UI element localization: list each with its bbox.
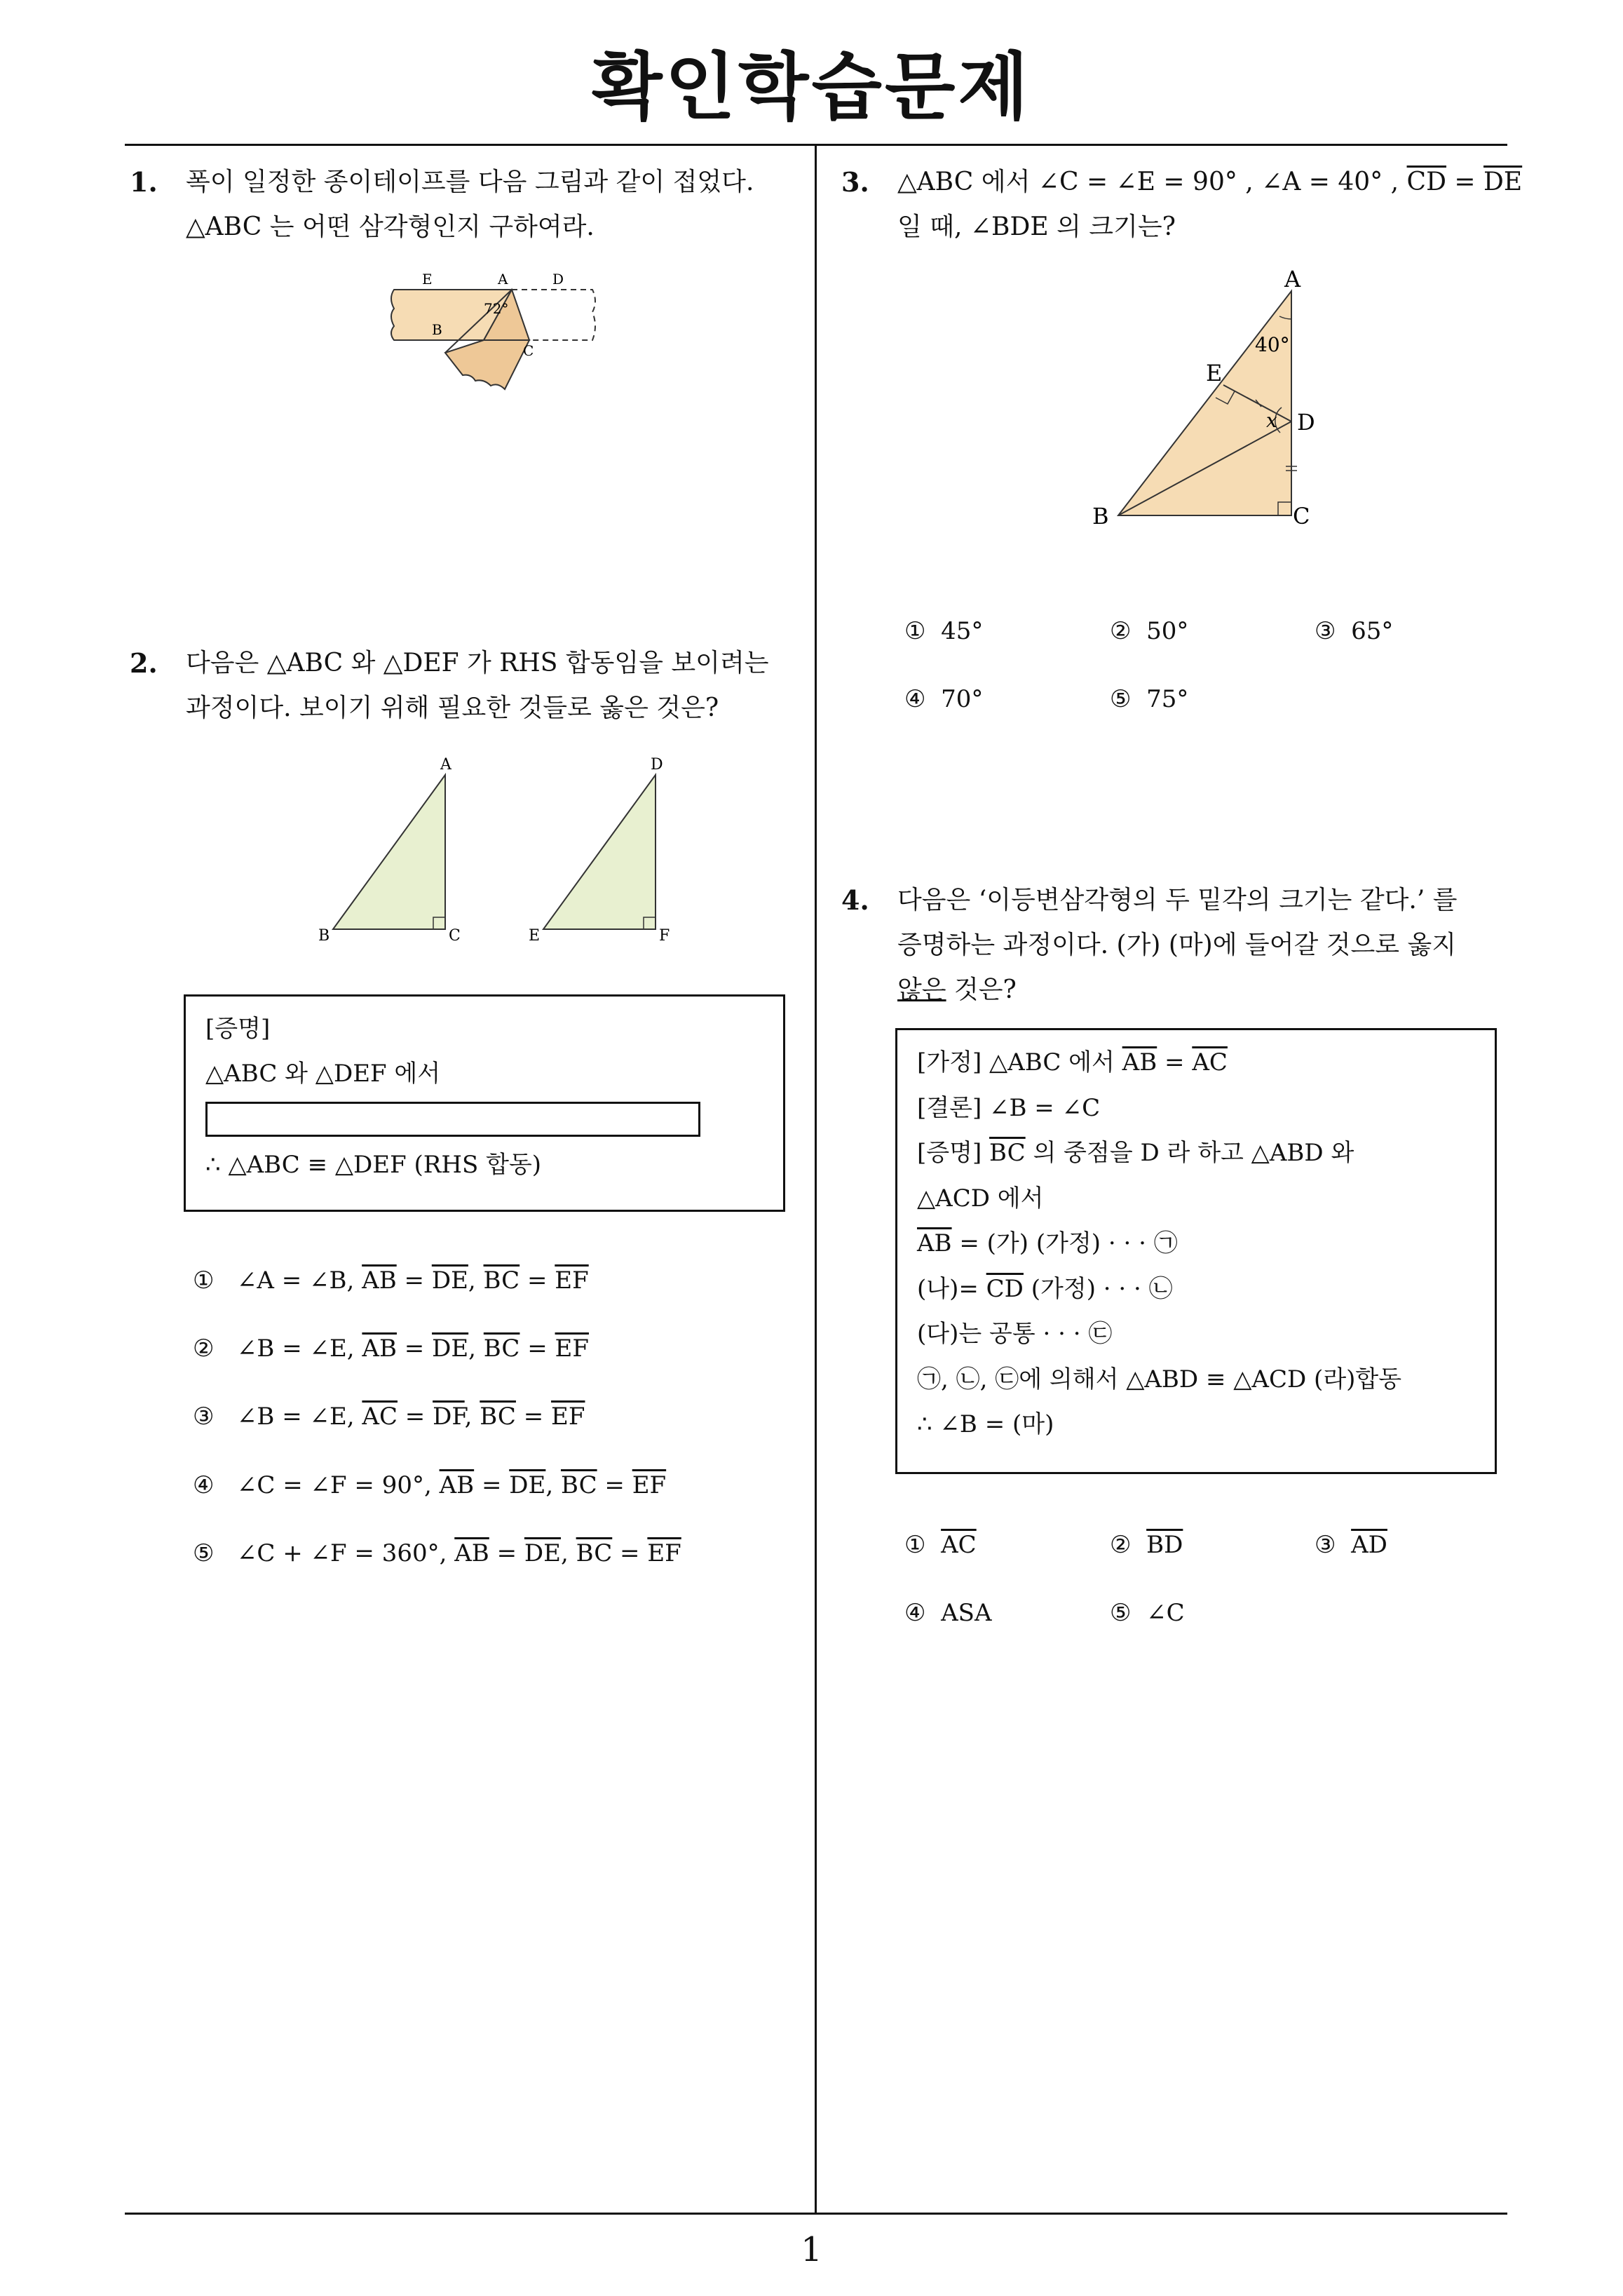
choice-3[interactable]: [1315, 1531, 1387, 1559]
fig-label-B: B: [1092, 503, 1109, 529]
question-1: [130, 160, 803, 250]
proof-box: [895, 1028, 1497, 1474]
choice-value: $\overline{AC}$: [941, 1531, 977, 1559]
segment: $\overline{AB}$: [439, 1471, 475, 1499]
fig-label-F: F: [659, 927, 670, 945]
text-part: [가정] △ABC 에서: [917, 1048, 1122, 1076]
question-line: 다음은 △ABC 와 △DEF 가 RHS 합동임을 보이려는: [186, 649, 769, 677]
choice-mark: ②: [1110, 1531, 1132, 1559]
conclusion-line: [결론] ∠B = ∠C: [917, 1093, 1101, 1122]
choice-text: =: [474, 1471, 510, 1499]
choice-3[interactable]: [193, 1403, 585, 1431]
segment: $\overline{AB}$: [454, 1539, 489, 1567]
choice-mark: ⑤: [193, 1539, 215, 1567]
fig-label-C: C: [1293, 503, 1310, 529]
segment: $\overline{AB}$: [917, 1229, 952, 1257]
choice-mark: ⑤: [1110, 685, 1132, 713]
proof-box: [184, 994, 785, 1212]
column-divider: [815, 144, 817, 2215]
question-line: 폭이 일정한 종이테이프를 다음 그림과 같이 접었다.: [186, 168, 754, 196]
question-number: 2.: [130, 647, 158, 679]
text-part: =: [1446, 168, 1484, 196]
choice-text: ,: [560, 1539, 576, 1567]
segment: $\overline{BC}$: [480, 1403, 516, 1431]
text-part: △ABC 에서 ∠C = ∠E = 90° , ∠A = 40° ,: [897, 168, 1407, 196]
choice-text: ,: [464, 1403, 480, 1431]
right-triangle-abc-figure: [1080, 270, 1346, 536]
segment: $\overline{AC}$: [1192, 1048, 1228, 1076]
segment: $\overline{AB}$: [362, 1335, 397, 1363]
question-number: 1.: [130, 166, 158, 198]
segment: $\overline{DE}$: [432, 1335, 469, 1363]
text-part: = (가) (가정) · · · ㉠: [951, 1229, 1178, 1257]
choice-2[interactable]: [1110, 1531, 1183, 1559]
choice-mark: ①: [193, 1267, 215, 1295]
proof-header: [증명]: [205, 1015, 271, 1043]
question-text: [186, 160, 803, 250]
choice-text: ,: [468, 1267, 484, 1295]
question-line: △ABC 는 어떤 삼각형인지 구하여라.: [186, 212, 595, 241]
choice-mark: ④: [904, 685, 926, 713]
segment: $\overline{AB}$: [1122, 1048, 1157, 1076]
proof-conclusion: ∴ △ABC ≡ △DEF (RHS 합동): [205, 1151, 542, 1179]
fig-label-E: E: [529, 927, 541, 945]
question-2: [130, 641, 803, 731]
fig-label-D: D: [651, 756, 663, 774]
fig-label-E: E: [1206, 360, 1223, 386]
choice-4[interactable]: [904, 685, 983, 713]
choice-value: 70°: [941, 685, 984, 713]
choice-5[interactable]: [193, 1539, 681, 1567]
segment: $\overline{AB}$: [362, 1267, 397, 1295]
segment: $\overline{EF}$: [555, 1335, 589, 1363]
choice-mark: ⑤: [1110, 1599, 1132, 1627]
choice-text: =: [515, 1403, 552, 1431]
proof-line: (다)는 공통 · · · ㉢: [917, 1320, 1113, 1348]
segment: $\overline{BC}$: [576, 1539, 613, 1567]
fig-label-B: B: [432, 321, 442, 338]
proof-line: ∴ ∠B = (마): [917, 1410, 1054, 1438]
choice-value: $\overline{BD}$: [1146, 1531, 1183, 1559]
segment: $\overline{DE}$: [509, 1471, 546, 1499]
text-part: (가정) · · · ㉡: [1023, 1274, 1173, 1303]
choice-value: $\overline{AD}$: [1351, 1531, 1387, 1559]
choice-2[interactable]: [1110, 617, 1188, 645]
choice-mark: ④: [904, 1599, 926, 1627]
choice-4[interactable]: [904, 1599, 992, 1627]
question-line: 과정이다. 보이기 위해 필요한 것들로 옳은 것은?: [186, 694, 719, 722]
proof-line: △ACD 에서: [917, 1184, 1044, 1213]
choice-text: ∠C + ∠F = 360°,: [236, 1539, 455, 1567]
question-4: [841, 878, 1528, 1013]
question-line: [897, 160, 1528, 205]
text-part: 것은?: [946, 975, 1017, 1004]
segment: $\overline{BC}$: [483, 1267, 520, 1295]
segment: $\overline{CD}$: [986, 1274, 1024, 1303]
question-text: [186, 641, 803, 731]
assumption-line: [917, 1040, 1475, 1086]
fig-angle: 72°: [484, 300, 509, 317]
text-part: [증명]: [917, 1139, 990, 1167]
choice-value: 65°: [1351, 617, 1394, 645]
choice-text: ∠B = ∠E,: [236, 1335, 362, 1363]
segment: $\overline{DE}$: [431, 1267, 468, 1295]
choice-3[interactable]: [1315, 617, 1393, 645]
question-number: 3.: [841, 166, 869, 198]
choice-text: ∠A = ∠B,: [236, 1267, 362, 1295]
segment: $\overline{BC}$: [483, 1335, 520, 1363]
choice-mark: ②: [1110, 617, 1132, 645]
choice-value: ∠C: [1146, 1599, 1185, 1627]
proof-line: [917, 1130, 1475, 1176]
question-text: [897, 160, 1528, 250]
fig-label-A: A: [440, 756, 451, 774]
choice-text: ∠B = ∠E,: [236, 1403, 362, 1431]
text-part: =: [1157, 1048, 1193, 1076]
proof-line: [917, 1267, 1475, 1312]
underlined-word: 않은: [897, 975, 946, 1004]
segment: $\overline{DF}$: [433, 1403, 465, 1431]
choice-1[interactable]: [904, 617, 983, 645]
two-right-triangles-figure: [308, 754, 701, 950]
text-part: (나)=: [917, 1274, 986, 1303]
fig-angle-x: x: [1266, 409, 1277, 432]
choice-value: 50°: [1146, 617, 1189, 645]
choice-text: ,: [468, 1335, 484, 1363]
segment: $\overline{DE}$: [524, 1539, 561, 1567]
choice-text: =: [597, 1471, 632, 1499]
choice-text: =: [520, 1335, 555, 1363]
choice-text: =: [396, 1335, 433, 1363]
question-line: 일 때, ∠BDE 의 크기는?: [897, 212, 1176, 241]
choice-4[interactable]: [193, 1471, 666, 1499]
question-text: [897, 878, 1528, 1013]
segment: $\overline{BC}$: [560, 1471, 597, 1499]
choice-1[interactable]: [904, 1531, 977, 1559]
fig-label-D: D: [1297, 409, 1315, 435]
question-line: 증명하는 과정이다. (가) (마)에 들어갈 것으로 옳지: [897, 931, 1457, 959]
fig-label-E: E: [422, 271, 433, 288]
fig-label-A: A: [498, 271, 508, 288]
choice-2[interactable]: [193, 1335, 589, 1363]
page-number: 1: [801, 2230, 822, 2269]
choice-mark: ③: [1315, 1531, 1336, 1559]
choice-text: ∠C = ∠F = 90°,: [236, 1471, 440, 1499]
choice-text: ,: [545, 1471, 561, 1499]
choice-value: 45°: [941, 617, 984, 645]
tape-fold-figure: [386, 270, 603, 396]
question-3: [841, 160, 1528, 250]
choice-1[interactable]: [193, 1267, 589, 1295]
fig-label-C: C: [449, 927, 461, 945]
segment: $\overline{AC}$: [362, 1403, 398, 1431]
bottom-rule: [125, 2213, 1507, 2215]
choice-value: 75°: [1146, 685, 1189, 713]
segment: $\overline{EF}$: [632, 1471, 667, 1499]
fig-label-D: D: [552, 271, 564, 288]
choice-text: =: [612, 1539, 648, 1567]
segment: $\overline{CD}$: [1406, 168, 1446, 196]
choice-text: =: [396, 1267, 432, 1295]
choice-mark: ③: [193, 1403, 215, 1431]
segment: $\overline{BC}$: [989, 1139, 1026, 1167]
segment: $\overline{EF}$: [647, 1539, 681, 1567]
segment: $\overline{DE}$: [1483, 168, 1523, 196]
choice-mark: ①: [904, 1531, 926, 1559]
choice-value: ASA: [941, 1599, 992, 1627]
question-number: 4.: [841, 884, 869, 916]
choice-mark: ③: [1315, 617, 1336, 645]
choice-mark: ①: [904, 617, 926, 645]
proof-line: [917, 1221, 1475, 1267]
page-title: 확인학습문제: [592, 44, 1031, 130]
fig-angle: 40°: [1255, 333, 1290, 356]
choice-5[interactable]: [1110, 1599, 1185, 1627]
fig-label-B: B: [318, 927, 330, 945]
choice-text: =: [520, 1267, 555, 1295]
proof-line: △ABC 와 △DEF 에서: [205, 1060, 441, 1088]
fig-label-A: A: [1284, 270, 1301, 292]
question-line: [897, 968, 1528, 1013]
choice-mark: ④: [193, 1471, 215, 1499]
text-part: 의 중점을 D 라 하고 △ABD 와: [1025, 1139, 1354, 1167]
choice-text: =: [398, 1403, 433, 1431]
choice-text: =: [489, 1539, 524, 1567]
choice-5[interactable]: [1110, 685, 1188, 713]
fig-label-C: C: [523, 342, 534, 359]
proof-blank[interactable]: [205, 1102, 700, 1137]
segment: $\overline{EF}$: [555, 1267, 589, 1295]
proof-line: ㉠, ㉡, ㉢에 의해서 △ABD ≡ △ACD (라)합동: [917, 1365, 1402, 1393]
question-line: 다음은 ‘이등변삼각형의 두 밑각의 크기는 같다.’ 를: [897, 886, 1458, 914]
segment: $\overline{EF}$: [551, 1403, 585, 1431]
choice-mark: ②: [193, 1335, 215, 1363]
